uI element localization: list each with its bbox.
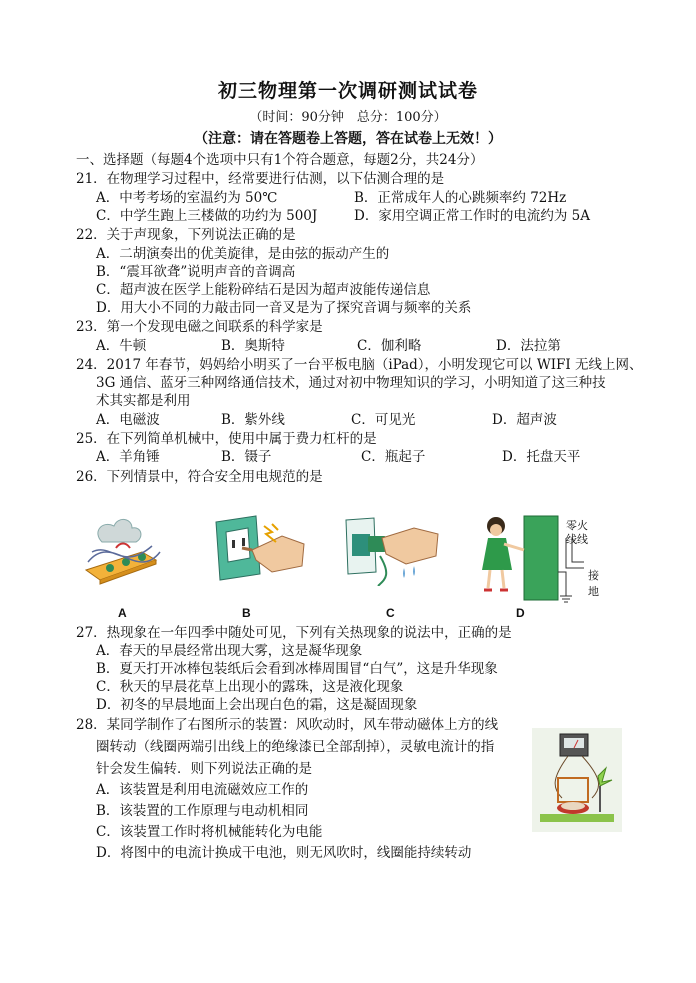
q26-figure-c bbox=[344, 516, 440, 586]
exam-info: （时间：90分钟 总分：100分） bbox=[249, 110, 447, 125]
q26-stem: 26．下列情景中，符合安全用电规范的是 bbox=[76, 469, 323, 485]
q26-figure-b bbox=[212, 514, 308, 586]
q23-option-c: C．伽利略 bbox=[357, 338, 422, 354]
q26-figure-a bbox=[82, 512, 162, 588]
q23-option-b: B．奥斯特 bbox=[221, 338, 285, 354]
exam-notice: （注意：请在答题卷上答题，答在试卷上无效！） bbox=[194, 131, 502, 147]
q24-stem-line2: 3G 通信、蓝牙三种网络通信技术，通过对初中物理知识的学习，小明知道了这三种技 bbox=[96, 375, 606, 391]
page-title: 初三物理第一次调研测试试卷 bbox=[217, 80, 478, 102]
q25-stem: 25．在下列简单机械中，使用中属于费力杠杆的是 bbox=[76, 431, 377, 447]
q23-option-a: A．牛顿 bbox=[96, 338, 147, 354]
q26-d-label-1: 零火 bbox=[566, 519, 588, 532]
q23-stem: 23．第一个发现电磁之间联系的科学家是 bbox=[76, 319, 323, 335]
q25-option-d: D．托盘天平 bbox=[502, 449, 581, 465]
q21-option-a: A．中考考场的室温约为 50℃ bbox=[96, 190, 278, 206]
q26-label-c: C bbox=[386, 606, 395, 620]
q24-option-c: C．可见光 bbox=[351, 412, 416, 428]
q28-stem-line3: 针会发生偏转．则下列说法正确的是 bbox=[96, 761, 312, 777]
q27-option-b: B．夏天打开冰棒包装纸后会看到冰棒周围冒“白气”，这是升华现象 bbox=[96, 661, 498, 677]
q24-stem-line1: 24．2017 年春节，妈妈给小明买了一台平板电脑（iPad），小明发现它可以 WIFI 无线上网、 bbox=[76, 357, 643, 373]
q24-option-b: B．紫外线 bbox=[221, 412, 285, 428]
q28-stem-line1: 28．某同学制作了右图所示的装置：风吹动时，风车带动磁体上方的线 bbox=[76, 717, 499, 733]
q26-label-a: A bbox=[118, 606, 127, 620]
q27-option-a: A．春天的早晨经常出现大雾，这是凝华现象 bbox=[96, 643, 363, 659]
q26-label-d: D bbox=[516, 606, 525, 620]
q28-option-c: C．该装置工作时将机械能转化为电能 bbox=[96, 824, 323, 840]
q24-option-a: A．电磁波 bbox=[96, 412, 160, 428]
q28-stem-line2: 圈转动（线圈两端引出线上的绝缘漆已全部刮掉），灵敏电流计的指 bbox=[96, 739, 495, 755]
q21-stem: 21．在物理学习过程中，经常要进行估测，以下估测合理的是 bbox=[76, 171, 445, 187]
q22-stem: 22．关于声现象，下列说法正确的是 bbox=[76, 227, 296, 243]
q21-option-c: C．中学生跑上三楼做的功约为 500J bbox=[96, 208, 318, 224]
q25-option-c: C．瓶起子 bbox=[361, 449, 426, 465]
q24-stem-line3: 术其实都是利用 bbox=[96, 393, 191, 409]
section-heading: 一、选择题（每题4个选项中只有1个符合题意，每题2分，共24分） bbox=[76, 152, 484, 168]
q22-option-b: B．“震耳欲聋”说明声音的音调高 bbox=[96, 264, 296, 280]
q24-option-d: D．超声波 bbox=[492, 412, 557, 428]
q28-figure-generator bbox=[532, 728, 622, 832]
q26-d-label-2: 线线 bbox=[566, 533, 588, 546]
q25-option-b: B．镊子 bbox=[221, 449, 272, 465]
q21-option-b: B．正常成年人的心跳频率约 72Hz bbox=[354, 190, 567, 206]
q22-option-c: C．超声波在医学上能粉碎结石是因为超声波能传递信息 bbox=[96, 282, 431, 298]
q28-option-a: A．该装置是利用电流磁效应工作的 bbox=[96, 782, 309, 798]
q28-option-b: B．该装置的工作原理与电动机相同 bbox=[96, 803, 309, 819]
q23-option-d: D．法拉第 bbox=[496, 338, 561, 354]
q27-stem: 27．热现象在一年四季中随处可见，下列有关热现象的说法中，正确的是 bbox=[76, 625, 512, 641]
q26-d-label-3: 接 bbox=[588, 569, 599, 582]
q22-option-a: A．二胡演奏出的优美旋律，是由弦的振动产生的 bbox=[96, 246, 390, 262]
q21-option-d: D．家用空调正常工作时的电流约为 5A bbox=[354, 208, 590, 224]
q26-d-label-4: 地 bbox=[588, 585, 599, 598]
q28-option-d: D．将图中的电流计换成干电池，则无风吹时，线圈能持续转动 bbox=[96, 845, 472, 861]
q26-label-b: B bbox=[242, 606, 251, 620]
q25-option-a: A．羊角锤 bbox=[96, 449, 160, 465]
q27-option-d: D．初冬的早晨地面上会出现白色的霜，这是凝固现象 bbox=[96, 697, 418, 713]
q22-option-d: D．用大小不同的力敲击同一音叉是为了探究音调与频率的关系 bbox=[96, 300, 472, 316]
q26-figure-d bbox=[474, 512, 604, 604]
q27-option-c: C．秋天的早晨花草上出现小的露珠，这是液化现象 bbox=[96, 679, 404, 695]
